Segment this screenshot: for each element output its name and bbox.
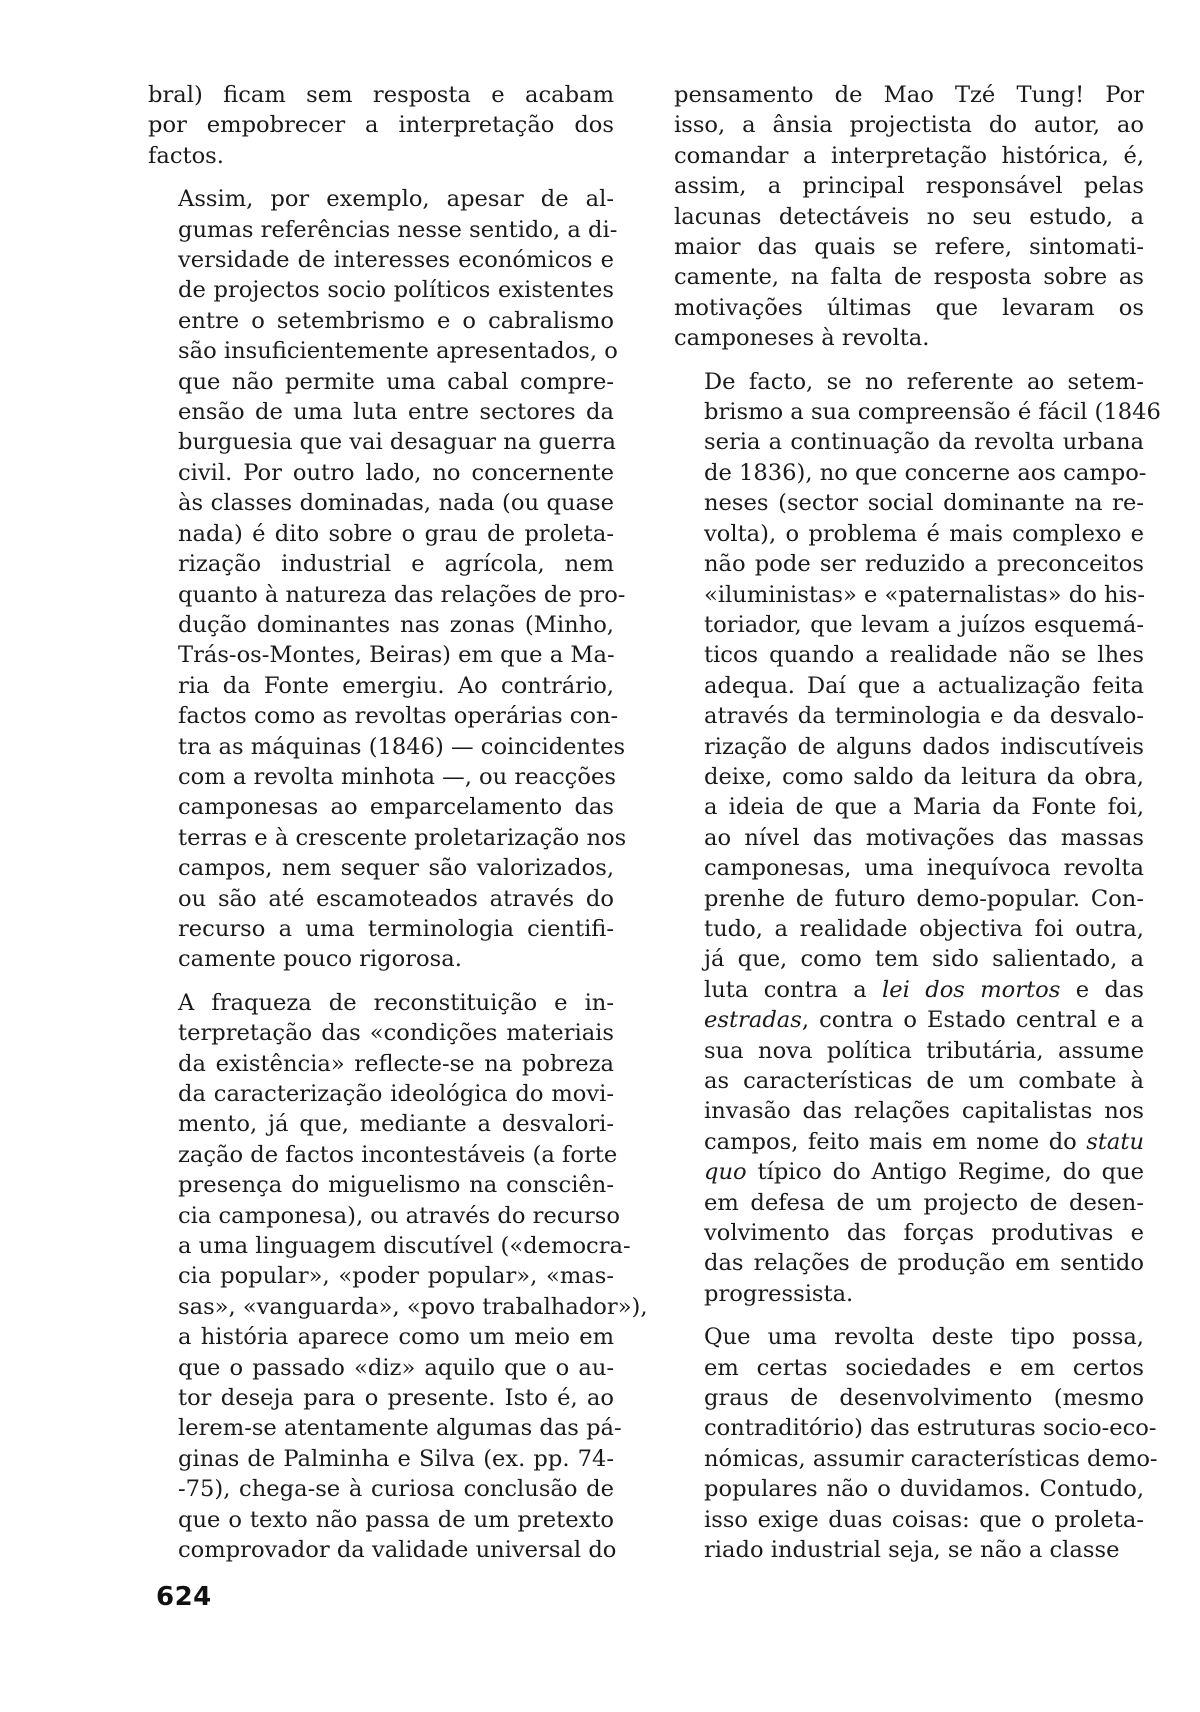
text-line: ginas de Palminha e Silva (ex. pp. 74- xyxy=(178,1445,614,1472)
text-line: -75), chega-se à curiosa conclusão de xyxy=(178,1476,614,1503)
text-line: «iluministas» e «paternalistas» do his- xyxy=(704,581,1146,608)
text-line: ticos quando a realidade não se lhes xyxy=(704,642,1144,669)
text-line: sas», «vanguarda», «povo trabalhador»), xyxy=(178,1293,648,1320)
page-number: 624 xyxy=(156,1582,212,1612)
text-line: camente pouco rigorosa. xyxy=(178,946,462,973)
text-line: neses (sector social dominante na re- xyxy=(704,490,1144,517)
paragraph xyxy=(674,1322,1158,1565)
left-text-column xyxy=(148,80,648,1579)
text-line: A fraqueza de reconstituição e in- xyxy=(178,989,614,1016)
text-line: Trás-os-Montes, Beiras) em que a Ma- xyxy=(178,642,615,669)
text-line: das relações de produção em sentido xyxy=(704,1250,1144,1277)
text-line: rização de alguns dados indiscutíveis xyxy=(704,733,1144,760)
text-line: maior das quais se refere, sintomati- xyxy=(674,234,1144,261)
text-line: isso exige duas coisas: que o proleta- xyxy=(704,1506,1144,1533)
text-line: volta), o problema é mais complexo e xyxy=(704,520,1144,547)
text-line: terpretação das «condições materiais xyxy=(178,1020,614,1047)
text-line: graus de desenvolvimento (mesmo xyxy=(704,1385,1144,1412)
text-line: ou são até escamoteados através do xyxy=(178,885,614,912)
text-line: tudo, a realidade objectiva foi outra, xyxy=(704,915,1144,942)
text-line: brismo a sua compreensão é fácil (1846 xyxy=(704,399,1161,426)
text-line: zação de factos incontestáveis (a forte xyxy=(178,1141,618,1168)
text-line: em defesa de um projecto de desen- xyxy=(704,1189,1144,1216)
text-line: seria a continuação da revolta urbana xyxy=(704,429,1144,456)
text-line: da caracterização ideológica do movi- xyxy=(178,1081,614,1107)
text-line: camponesas, uma inequívoca revolta xyxy=(704,855,1144,882)
text-line: factos como as revoltas operárias con- xyxy=(178,703,619,730)
text-line: a ideia de que a Maria da Fonte foi, xyxy=(704,794,1144,821)
text-line: nada) é dito sobre o grau de proleta- xyxy=(178,520,614,547)
text-line: recurso a uma terminologia cientifi- xyxy=(178,915,614,942)
text-line: em certas sociedades e em certos xyxy=(704,1354,1144,1381)
text-line: ria da Fonte emergiu. Ao contrário, xyxy=(178,672,614,699)
text-line: tra as máquinas (1846) — coincidentes xyxy=(178,733,626,760)
paragraph xyxy=(148,988,648,1566)
paragraph xyxy=(148,184,627,975)
text-line: sua nova política tributária, assume xyxy=(704,1037,1144,1064)
text-line: mento, já que, mediante a desvalori- xyxy=(178,1111,614,1138)
text-line: com a revolta minhota —, ou reacções xyxy=(178,763,616,790)
text-line: cia camponesa), ou através do recurso xyxy=(178,1202,621,1229)
paragraph xyxy=(674,80,1144,354)
text-line: De facto, se no referente ao setem- xyxy=(704,368,1144,395)
text-line: populares não o duvidamos. Contudo, xyxy=(704,1476,1144,1503)
text-line: ao nível das motivações das massas xyxy=(704,824,1144,851)
text-line: as características de um combate à xyxy=(704,1068,1144,1094)
text-line: progressista. xyxy=(704,1280,854,1307)
text-line: terras e à crescente proletarização nos xyxy=(178,824,627,851)
text-line: campos, nem sequer são valorizados, xyxy=(178,855,614,882)
text-line: toriador, que levam a juízos esquemá- xyxy=(704,611,1144,638)
text-line: volvimento das forças produtivas e xyxy=(704,1220,1144,1247)
text-line: dução dominantes nas zonas (Minho, xyxy=(178,611,614,638)
right-text-column xyxy=(674,80,1161,1579)
text-line: adequa. Daí que a actualização feita xyxy=(704,672,1144,699)
text-line: a uma linguagem discutível («democra- xyxy=(178,1233,631,1260)
text-line: assim, a principal responsável pelas xyxy=(674,173,1144,200)
text-line: pensamento de Mao Tzé Tung! Por xyxy=(674,82,1144,108)
text-line: invasão das relações capitalistas nos xyxy=(704,1098,1144,1125)
text-line: bral) ficam sem resposta e acabam xyxy=(148,82,614,108)
text-line: a história aparece como um meio em xyxy=(178,1324,614,1351)
text-line: estradas, contra o Estado central e a xyxy=(704,1007,1144,1034)
text-line: motivações últimas que levaram os xyxy=(674,294,1144,321)
text-line: deixe, como saldo da leitura da obra, xyxy=(704,763,1144,790)
text-line: camponeses à revolta. xyxy=(674,325,930,352)
text-line: camponesas ao emparcelamento das xyxy=(178,794,614,821)
text-line: Assim, por exemplo, apesar de al- xyxy=(178,186,614,213)
text-line: luta contra a lei dos mortos e das xyxy=(704,976,1144,1003)
text-line: entre o setembrismo e o cabralismo xyxy=(178,307,614,334)
text-line: cia popular», «poder popular», «mas- xyxy=(178,1263,614,1290)
text-line: que o texto não passa de um pretexto xyxy=(178,1506,614,1533)
text-line: gumas referências nesse sentido, a di- xyxy=(178,216,618,243)
text-line: de 1836), no que concerne aos campo- xyxy=(704,459,1147,486)
text-line: já que, como tem sido salientado, a xyxy=(704,946,1144,973)
text-line: quanto à natureza das relações de pro- xyxy=(178,581,626,608)
text-line: contraditório) das estruturas socio-eco- xyxy=(704,1415,1157,1442)
text-line: através da terminologia e da desvalo- xyxy=(704,703,1144,730)
text-line: civil. Por outro lado, no concernente xyxy=(178,459,614,486)
text-line: campos, feito mais em nome do statu xyxy=(704,1128,1144,1155)
text-line: que não permite uma cabal compre- xyxy=(178,368,614,395)
text-line: de projectos socio políticos existentes xyxy=(178,277,614,304)
text-line: lacunas detectáveis no seu estudo, a xyxy=(674,203,1144,230)
text-line: da existência» reflecte-se na pobreza xyxy=(178,1050,614,1077)
text-line: lerem-se atentamente algumas das pá- xyxy=(178,1415,622,1442)
paragraph xyxy=(148,80,614,171)
text-line: riado industrial seja, se não a classe xyxy=(704,1537,1120,1564)
text-line: Que uma revolta deste tipo possa, xyxy=(704,1324,1144,1351)
text-line: burguesia que vai desaguar na guerra xyxy=(178,429,616,456)
text-line: comprovador da validade universal do xyxy=(178,1537,617,1564)
text-line: quo típico do Antigo Regime, do que xyxy=(704,1159,1144,1186)
text-line: não pode ser reduzido a preconceitos xyxy=(704,551,1144,578)
text-line: por empobrecer a interpretação dos xyxy=(148,112,614,139)
text-line: são insuficientemente apresentados, o xyxy=(178,338,618,365)
text-line: ensão de uma luta entre sectores da xyxy=(178,399,614,426)
text-line: nómicas, assumir características demo- xyxy=(704,1445,1158,1472)
text-line: às classes dominadas, nada (ou quase xyxy=(178,490,614,517)
text-line: factos. xyxy=(148,142,224,169)
text-line: camente, na falta de resposta sobre as xyxy=(674,264,1144,291)
text-line: rização industrial e agrícola, nem xyxy=(178,551,614,578)
text-line: que o passado «diz» aquilo que o au- xyxy=(178,1354,614,1381)
text-line: versidade de interesses económicos e xyxy=(178,247,614,274)
paragraph xyxy=(674,367,1161,1310)
text-line: comandar a interpretação histórica, é, xyxy=(674,142,1144,169)
text-line: presença do miguelismo na consciên- xyxy=(178,1172,614,1199)
text-line: isso, a ânsia projectista do autor, ao xyxy=(674,112,1144,139)
text-line: tor deseja para o presente. Isto é, ao xyxy=(178,1385,614,1412)
text-line: prenhe de futuro demo-popular. Con- xyxy=(704,885,1144,912)
